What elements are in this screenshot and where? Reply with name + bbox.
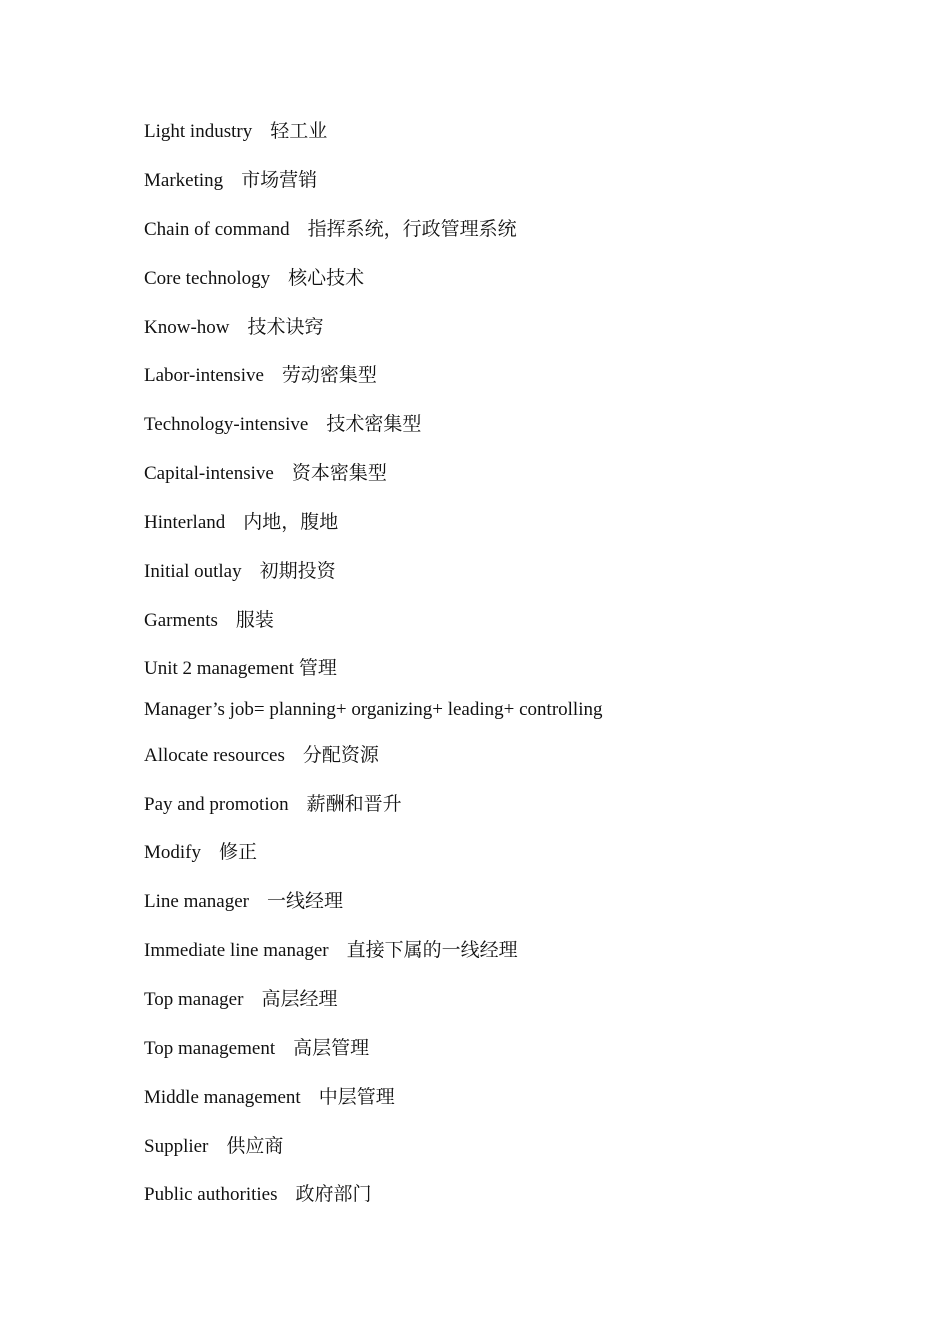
manager-job-formula [144,698,603,722]
unit-heading [144,656,337,681]
term-english: Garments [144,610,218,631]
glossary-entry [144,266,364,291]
glossary-entry [144,1085,395,1110]
glossary-entry [144,168,317,193]
term-chinese: 服装 [235,609,274,631]
glossary-entry [144,608,274,633]
term-english: Light industry [144,121,253,142]
term-english: Top management [144,1038,276,1059]
term-chinese: 核心技术 [288,267,365,289]
glossary-entry [144,119,327,144]
term-chinese: 高层管理 [293,1037,370,1059]
glossary-entry [144,559,336,584]
glossary-entry [144,938,518,963]
glossary-entry [144,412,421,437]
term-chinese: 市场营销 [241,169,318,191]
term-chinese: 资本密集型 [291,462,387,484]
term-chinese: 修正 [219,841,258,863]
glossary-entry [144,217,517,242]
term-chinese: 直接下属的一线经理 [346,939,518,961]
term-chinese: 轻工业 [270,120,328,142]
glossary-entry [144,889,343,914]
term-english: Capital-intensive [144,463,274,484]
term-chinese: 指挥系统，行政管理系统 [307,218,517,240]
term-english: Initial outlay [144,561,242,582]
unit-heading-english: Unit 2 management [144,658,294,679]
term-english: Modify [144,842,201,863]
glossary-entry [144,1134,283,1159]
term-english: Line manager [144,891,249,912]
term-english: Core technology [144,268,271,289]
glossary-entry [144,743,379,768]
term-english: Allocate resources [144,745,285,766]
term-chinese: 分配资源 [302,744,379,766]
term-english: Supplier [144,1136,209,1157]
term-english: Labor-intensive [144,365,264,386]
term-english: Chain of command [144,219,290,240]
glossary-entry [144,792,402,817]
term-chinese: 一线经理 [266,890,343,912]
glossary-entry [144,461,387,486]
glossary-entry [144,315,324,340]
glossary-entry [144,510,338,535]
term-english: Know-how [144,317,230,338]
term-english: Middle management [144,1087,301,1108]
glossary-entry [144,1182,372,1207]
term-chinese: 劳动密集型 [281,364,377,386]
term-chinese: 初期投资 [259,560,336,582]
term-english: Hinterland [144,512,226,533]
term-chinese: 薪酬和晋升 [306,793,402,815]
term-chinese: 技术密集型 [326,413,422,435]
term-chinese: 技术诀窍 [247,316,324,338]
term-chinese: 中层管理 [318,1086,395,1108]
term-english: Technology-intensive [144,414,309,435]
term-chinese: 内地，腹地 [243,511,339,533]
term-chinese: 供应商 [226,1135,284,1157]
glossary-entry [144,363,377,388]
term-english: Immediate line manager [144,940,329,961]
glossary-entry [144,987,337,1012]
formula-text: Manager’s job= planning+ organizing+ leading+ controlling [144,699,603,720]
term-english: Top manager [144,989,244,1010]
glossary-entry [144,840,257,865]
unit-heading-chinese: 管理 [298,657,337,679]
term-chinese: 高层经理 [261,988,338,1010]
glossary-entry [144,1036,369,1061]
term-english: Marketing [144,170,224,191]
term-english: Pay and promotion [144,794,289,815]
term-english: Public authorities [144,1184,278,1205]
term-chinese: 政府部门 [295,1183,372,1205]
